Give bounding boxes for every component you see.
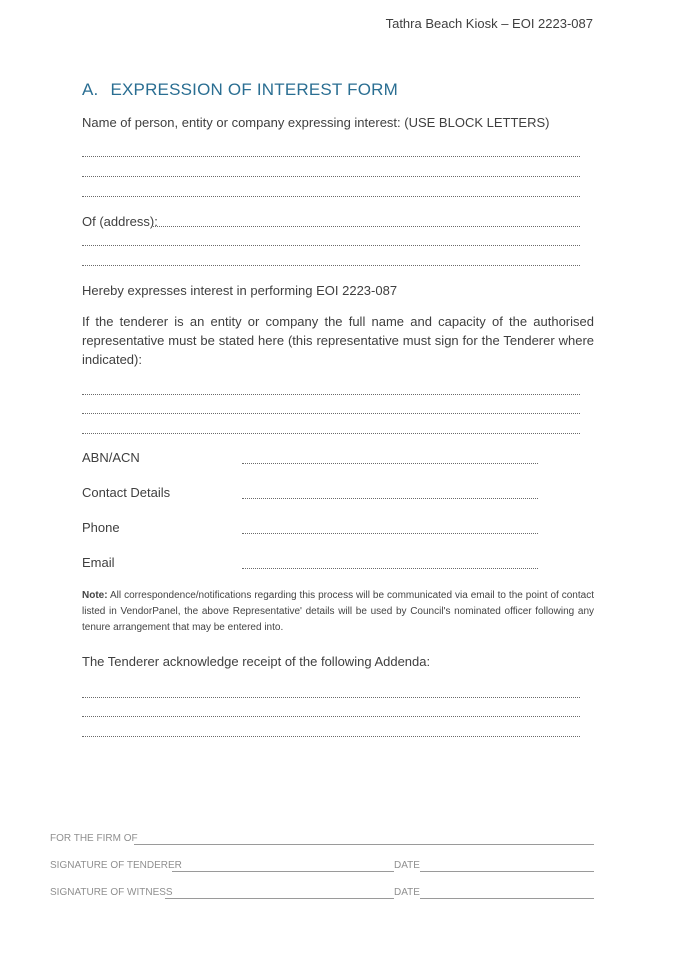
address-line-3[interactable] <box>82 265 580 266</box>
name-prompt: Name of person, entity or company expressing interest: (USE BLOCK LETTERS) <box>82 115 550 130</box>
name-line-3[interactable] <box>82 196 580 197</box>
representative-line-1[interactable] <box>82 394 580 395</box>
witness-date-label: DATE <box>394 887 420 898</box>
address-label: Of (address): <box>82 214 158 229</box>
address-line-1[interactable] <box>153 226 580 227</box>
phone-label: Phone <box>82 520 120 535</box>
document-header: Tathra Beach Kiosk – EOI 2223-087 <box>385 16 593 31</box>
section-heading <box>82 80 398 100</box>
email-field[interactable] <box>242 568 538 569</box>
firm-label: FOR THE FIRM OF <box>50 833 138 844</box>
addenda-line-1[interactable] <box>82 697 580 698</box>
witness-signature-label: SIGNATURE OF WITNESS <box>50 887 173 898</box>
section-letter: A. <box>82 80 99 99</box>
contact-details-label: Contact Details <box>82 485 171 500</box>
witness-date-line[interactable] <box>420 898 594 899</box>
tenderer-date-line[interactable] <box>420 871 594 872</box>
abn-label: ABN/ACN <box>82 450 140 465</box>
tenderer-signature-label: SIGNATURE OF TENDERER <box>50 860 182 871</box>
name-line-1[interactable] <box>82 156 580 157</box>
addenda-prompt: The Tenderer acknowledge receipt of the following Addenda: <box>82 654 431 669</box>
note-text: All correspondence/notifications regarding this process will be communicated via email to the point of contact listed in VendorPanel, the above Representative' details will be used by Council's nominated officer following any tenure arrangement that may be entered into. <box>82 590 594 633</box>
email-label: Email <box>82 555 115 570</box>
abn-field[interactable] <box>242 463 538 464</box>
note-label: Note: <box>82 590 108 601</box>
representative-instruction: If the tenderer is an entity or company the full name and capacity of the authorised representative must be stated here (this representative must sign for the Tenderer where indicated): <box>82 314 594 367</box>
tenderer-date-label: DATE <box>394 860 420 871</box>
interest-statement: Hereby expresses interest in performing EOI 2223-087 <box>82 283 398 298</box>
witness-signature-line[interactable] <box>165 898 394 899</box>
address-line-2[interactable] <box>82 245 580 246</box>
phone-field[interactable] <box>242 533 538 534</box>
firm-line[interactable] <box>134 844 594 845</box>
tenderer-signature-line[interactable] <box>172 871 394 872</box>
section-title: EXPRESSION OF INTEREST FORM <box>110 80 398 99</box>
contact-details-field[interactable] <box>242 498 538 499</box>
addenda-line-2[interactable] <box>82 716 580 717</box>
name-line-2[interactable] <box>82 176 580 177</box>
representative-line-3[interactable] <box>82 433 580 434</box>
note-paragraph <box>82 588 594 636</box>
addenda-line-3[interactable] <box>82 736 580 737</box>
representative-line-2[interactable] <box>82 413 580 414</box>
